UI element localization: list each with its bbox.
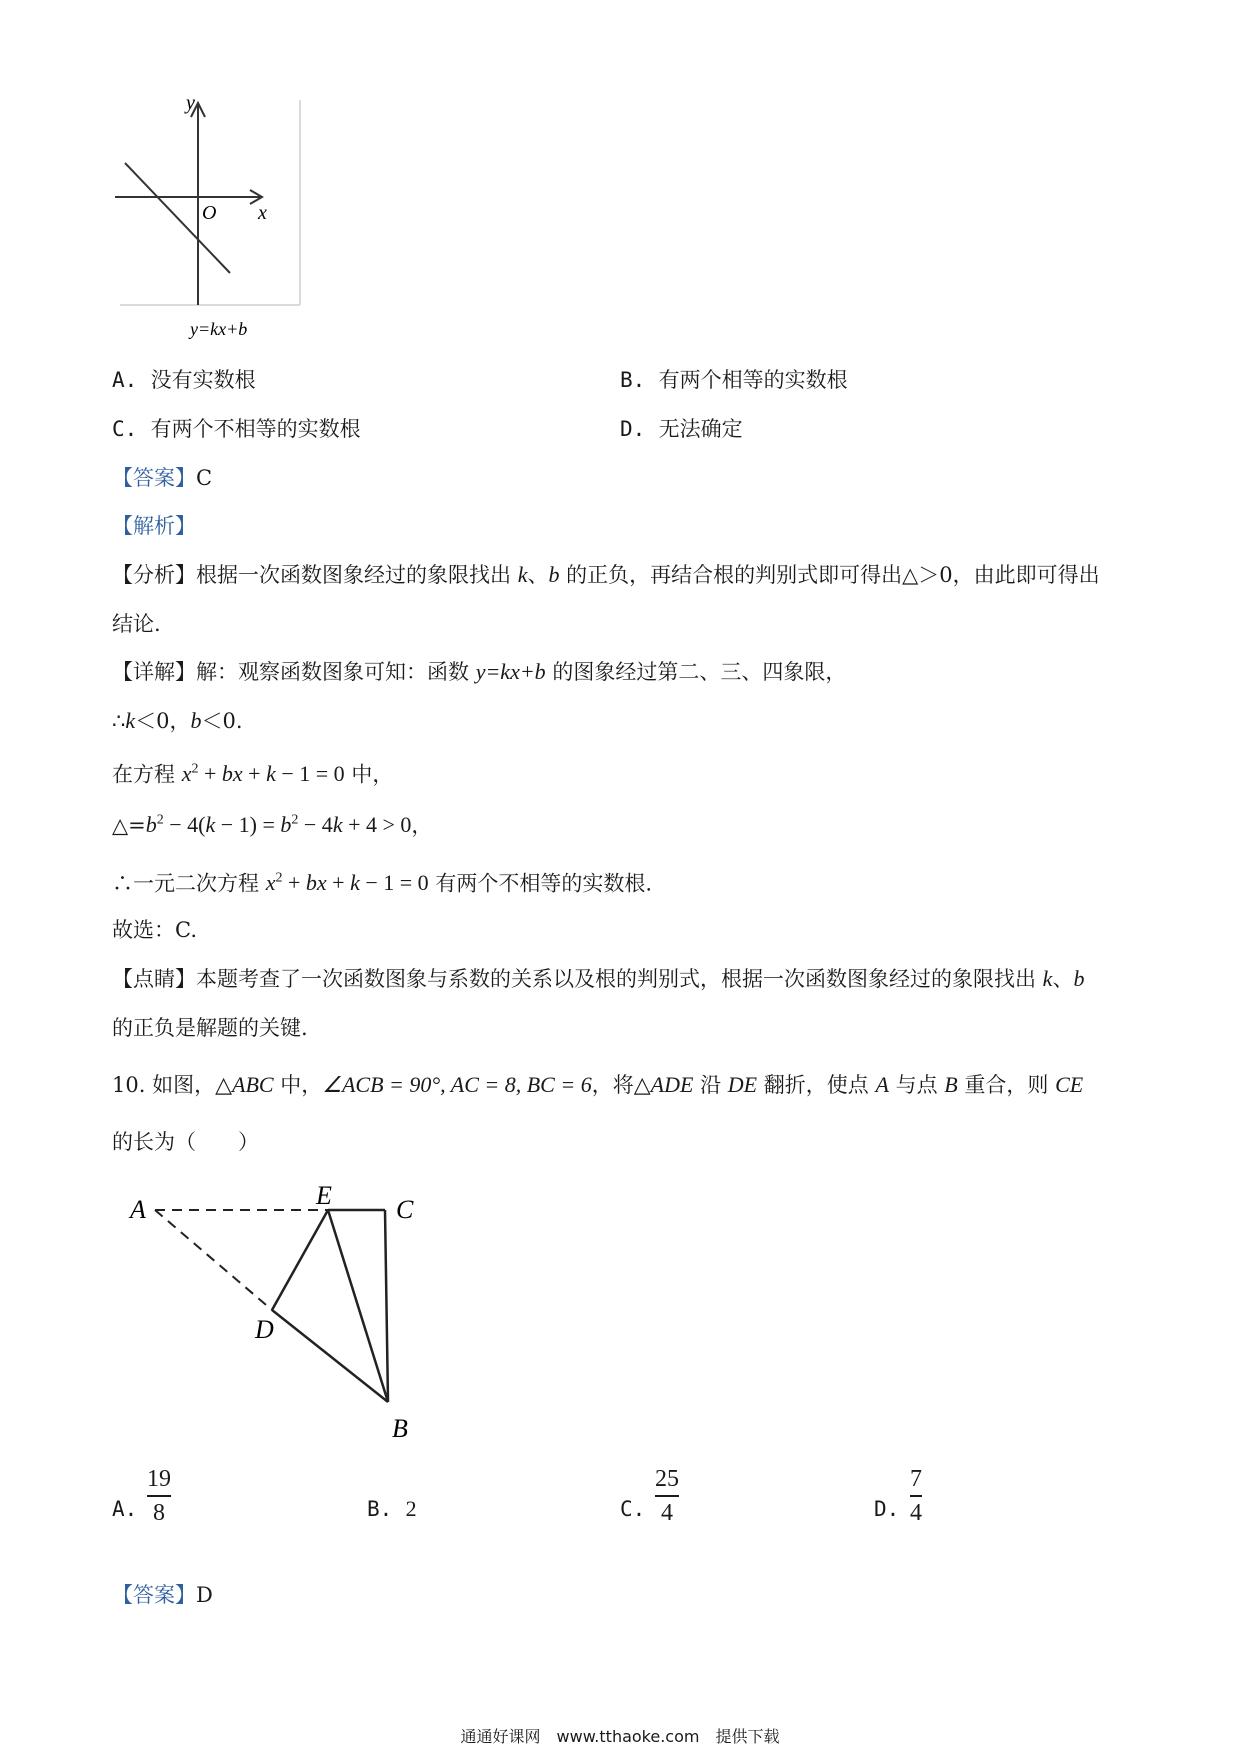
q9-analysis-line1: 【分析】根据一次函数图象经过的象限找出 k、b 的正负，再结合根的判别式即可得出△＞0，由此即可得出 (112, 562, 1100, 587)
q9-discriminant-line: $\triangle=b^2 - 4(k - 1) = b^2 - 4k + 4 > 0$， (112, 812, 433, 838)
q10-stem-line2: 的长为（ ） (112, 1130, 259, 1154)
q10-option-b: B. 2 (367, 1496, 417, 1521)
q9-detail-line: 【详解】解：观察函数图象可知：函数 y=kx+b 的图象经过第二、三、四象限， (112, 659, 847, 684)
q9-option-d: D. 无法确定 (620, 417, 743, 441)
segment-ad-dashed (155, 1210, 272, 1310)
q10-option-d-fraction: 7 4 (910, 1466, 922, 1526)
q9-comment-line2: 的正负是解题的关键. (112, 1016, 308, 1040)
q9-option-c: C. 有两个不相等的实数根 (112, 417, 361, 441)
discriminant-expression: $b^2 - 4(k - 1) = b^2 - 4k + 4 > 0$ (145, 812, 412, 838)
y-axis-label: y (186, 95, 195, 114)
linear-function-figure (110, 95, 310, 350)
point-b-label: B (392, 1414, 408, 1443)
segment-eb (328, 1210, 388, 1402)
q9-equation-line: 在方程 $x^2$ + bx + k − 1 = 0 中， (112, 761, 394, 787)
quadratic-equation-2: $x^2$ + bx + k − 1 = 0 (265, 870, 429, 896)
point-d-label: D (255, 1315, 274, 1344)
point-c-label: C (396, 1195, 414, 1224)
page-footer: 通通好课网 www.tthaoke.com 提供下载 (460, 1727, 780, 1746)
q10-option-c-letter: C. (620, 1497, 646, 1521)
q9-option-a: A. 没有实数根 (112, 368, 256, 392)
q9-comment-line1: 【点睛】本题考查了一次函数图象与系数的关系以及根的判别式，根据一次函数图象经过的象限找出 k、b (112, 966, 1085, 991)
point-e-label: E (316, 1181, 332, 1210)
triangle-fold-figure (120, 1180, 440, 1445)
origin-label: O (202, 202, 217, 224)
figure-caption: y=kx+b (190, 319, 248, 339)
q10-option-c-fraction: 25 4 (655, 1466, 679, 1526)
q10-option-a-fraction: 19 8 (147, 1466, 171, 1526)
q10-stem-line1: 10. 如图，△ABC 中，∠ACB = 90°, AC = 8, BC = 6，将△ADE 沿 DE 翻折，使点 A 与点 B 重合，则 CE (112, 1072, 1084, 1097)
q9-answer: 【答案】C (112, 466, 213, 490)
q9-option-b: B. 有两个相等的实数根 (620, 368, 848, 392)
segment-db (272, 1310, 388, 1402)
segment-ed (272, 1210, 328, 1310)
quadratic-equation: $x^2$ + bx + k − 1 = 0 (181, 761, 345, 787)
segment-cb (385, 1210, 388, 1402)
q9-choice: 故选：C. (112, 918, 197, 942)
q9-conclusion-line: ∴一元二次方程 $x^2$ + bx + k − 1 = 0 有两个不相等的实数根. (112, 870, 653, 896)
q10-conditions: ∠ACB = 90°, AC = 8, BC = 6 (322, 1072, 592, 1097)
q9-analysis-line2: 结论. (112, 612, 161, 636)
q9-jiexi-heading: 【解析】 (112, 514, 196, 538)
q10-option-a-letter: A. (112, 1497, 138, 1521)
q9-therefore-signs: ∴k＜0，b＜0. (112, 708, 243, 733)
point-a-label: A (130, 1195, 146, 1224)
q10-answer: 【答案】D (112, 1583, 213, 1607)
x-axis-label: x (258, 202, 267, 224)
q10-option-d-letter: D. (874, 1497, 900, 1521)
